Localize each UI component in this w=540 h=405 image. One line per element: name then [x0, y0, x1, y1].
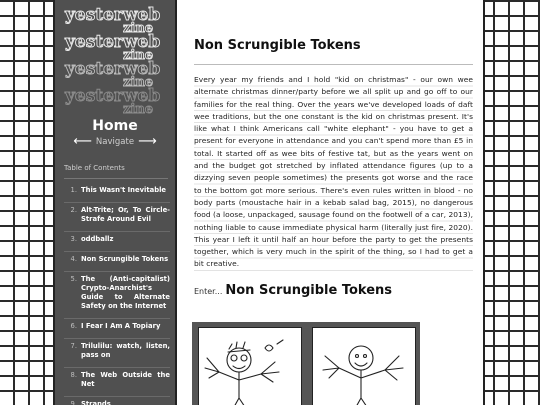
comic-drawing-2	[313, 328, 415, 405]
toc-item-number: 1.	[70, 186, 77, 194]
toc-item-number: 2.	[70, 206, 77, 214]
toc-item-label: This Wasn't Inevitable	[81, 186, 167, 194]
toc-item-number: 5.	[70, 275, 77, 283]
toc-item-number: 9.	[70, 400, 77, 405]
toc-item-label: The (Anti-capitalist) Crypto-Anarchist's Guide to Alternate Safety on the Internet	[81, 275, 170, 310]
toc-item-number: 6.	[70, 322, 77, 330]
logo-text-6: zine	[123, 75, 154, 90]
toc-item-number: 4.	[70, 255, 77, 263]
toc-item-6[interactable]	[64, 319, 170, 339]
toc-divider	[64, 178, 168, 179]
comic-panel-1	[198, 327, 302, 405]
toc-item-1[interactable]	[64, 183, 170, 203]
article-title: Non Scrungible Tokens	[194, 38, 361, 53]
enter-title: Non Scrungible Tokens	[225, 282, 393, 298]
toc-item-label: Non Scrungible Tokens	[81, 255, 169, 263]
enter-link[interactable]	[194, 283, 473, 298]
logo-text-8: zine	[123, 102, 154, 116]
toc-item-8[interactable]	[64, 368, 170, 397]
arrow-left-icon[interactable]: ⟵	[73, 134, 92, 149]
logo-text-3: yesterweb	[65, 32, 161, 52]
toc-item-7[interactable]	[64, 339, 170, 368]
article-body: Every year my friends and I hold "kid on christmas" - our own wee alternate christmas dinner/party before we all split up and go off to our families for the real thing. Over the years we've developed loads of daft wee traditions, but the one constant is the kid on christmas present. It's like what I think Americans call "white elephant" - you have to get a present for everyone in attendance and you can't spend more than £5 in total. It started off as wee bits of festive tat, but as the years went on and the budget got stretched by inflated attendance figures (up to a dizzying seven people sometimes) the presents got worse and the race to the bottom got more serious. There's even rules written in blood - no body parts (moustache hair in a kebab salad bag, 2015), no dangerous food (a loose, unpackaged, sausage found on the footwell of a car, 2013), nothing liable to cause immediate physical harm (literally just fire, 2020). This year I left it until half an hour before the party to get the presents together, which is very much in the spirit of the thing, so I had to get a bit creative.	[194, 74, 473, 271]
toc-item-label: I Fear I Am A Topiary	[81, 322, 161, 330]
toc-item-5[interactable]	[64, 272, 170, 319]
sidebar	[53, 0, 177, 405]
comic-panel-2	[312, 327, 416, 405]
toc-item-2[interactable]	[64, 203, 170, 232]
toc-item-label: Alt-Trite; Or, To Circle-Strafe Around Evil	[81, 206, 170, 223]
toc-item-3[interactable]	[64, 232, 170, 252]
home-link[interactable]: Home	[92, 118, 138, 134]
toc-item-label: The Web Outside the Net	[81, 371, 170, 388]
enter-prefix: Enter...	[194, 286, 223, 296]
comic-strip	[192, 322, 420, 405]
toc-item-label: oddballz	[81, 235, 114, 243]
article	[177, 0, 485, 405]
logo-text-7: yesterweb	[65, 86, 161, 106]
yesterweb-zine-logo[interactable]	[63, 4, 169, 116]
page	[53, 0, 485, 405]
logo-text-4: zine	[123, 48, 154, 63]
toc-item-label: Strands	[81, 400, 111, 405]
arrow-right-icon[interactable]: ⟶	[138, 134, 157, 149]
logo-text-2: zine	[123, 21, 154, 36]
logo-text-5: yesterweb	[65, 59, 161, 79]
toc-item-number: 8.	[70, 371, 77, 379]
logo-text-1: yesterweb	[65, 5, 161, 25]
toc-title: Table of Contents	[64, 164, 125, 172]
table-of-contents	[64, 183, 170, 405]
navigate-label: Navigate	[95, 137, 135, 147]
toc-item-9[interactable]	[64, 397, 170, 405]
toc-item-label: Trilulilu: watch, listen, pass on	[81, 342, 170, 359]
toc-item-number: 7.	[70, 342, 77, 350]
toc-item-number: 3.	[70, 235, 77, 243]
navigate-row	[55, 134, 175, 149]
toc-item-4[interactable]	[64, 252, 170, 272]
comic-drawing-1	[199, 328, 301, 405]
title-divider	[194, 64, 473, 65]
